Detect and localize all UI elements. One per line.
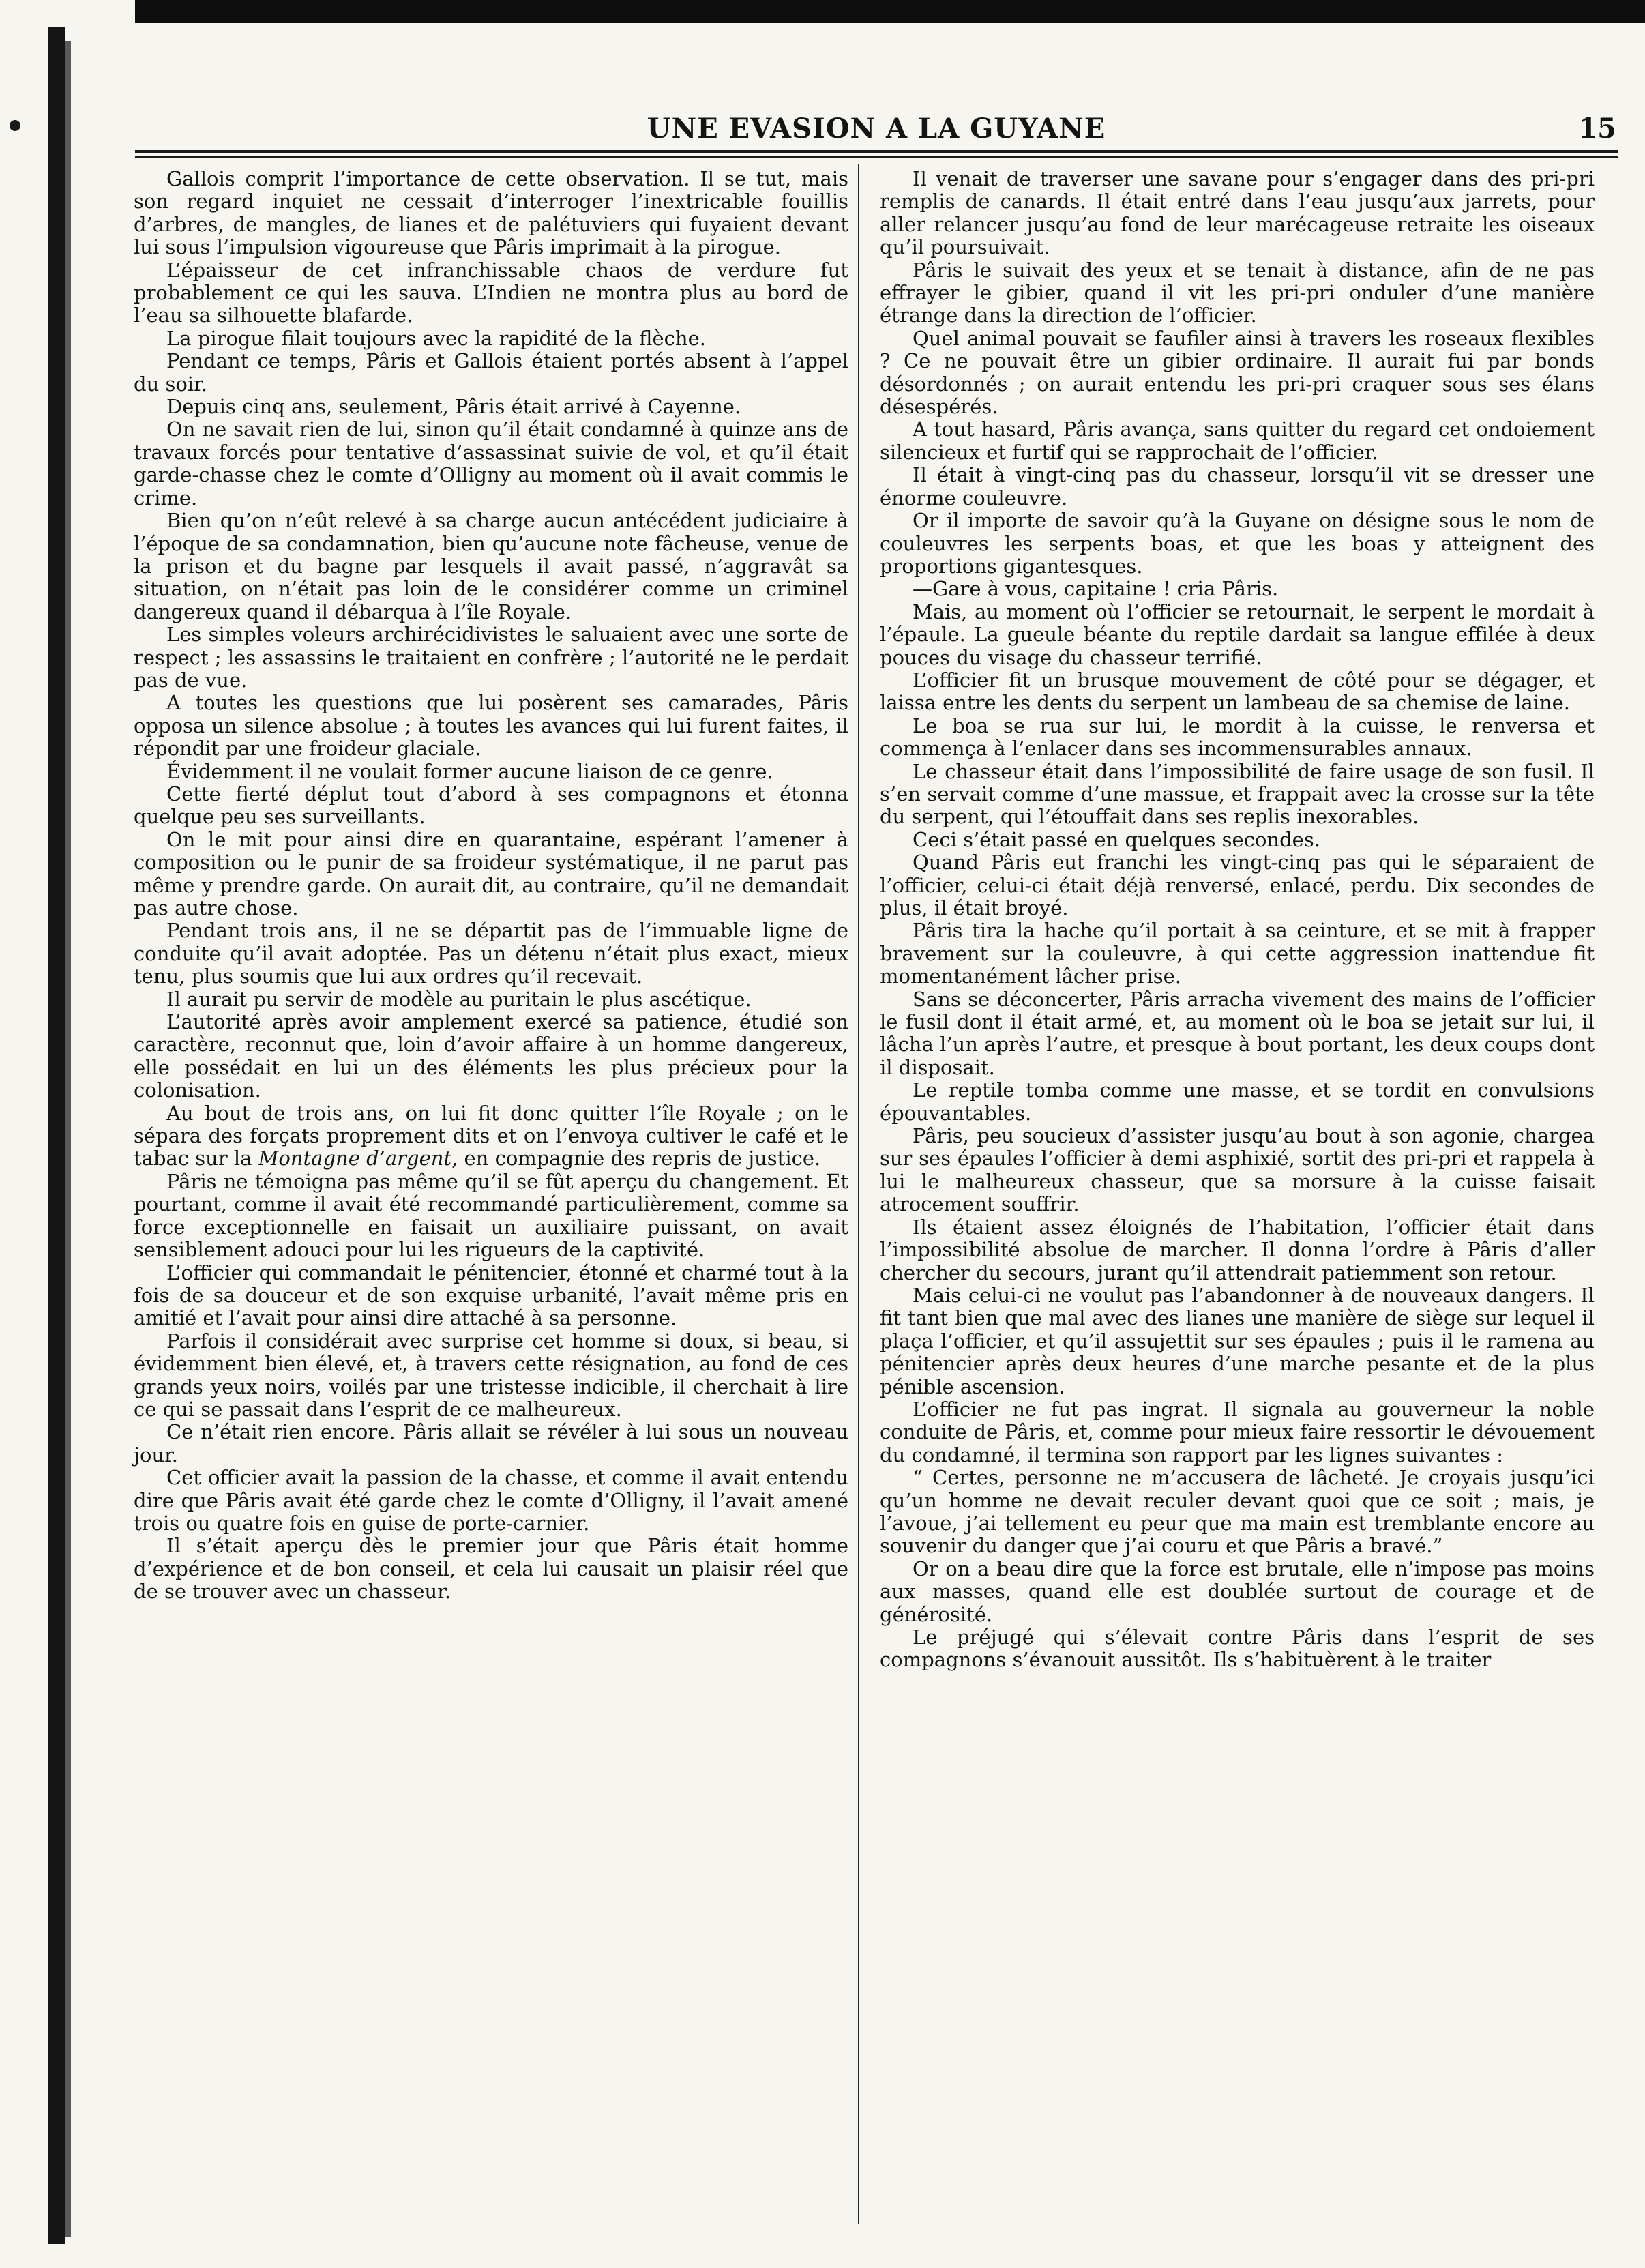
paragraph: Le boa se rua sur lui, le mordit à la cuisse, le renversa et commença à l’enlacer dans ses incommensurables annaux.	[880, 713, 1595, 761]
paragraph: Il était à vingt-cinq pas du chasseur, lorsqu’il vit se dresser une énorme couleuvre.	[880, 463, 1595, 510]
column-divider	[858, 164, 859, 2224]
paragraph: Quand Pâris eut franchi les vingt-cinq pas qui le séparaient de l’officier, celui-ci était déjà renversé, enlacé, perdu. Dix secondes de plus, il était broyé.	[880, 851, 1595, 919]
paragraph: L’officier qui commandait le pénitencier, étonné et charmé tout à la fois de sa douceur et de son exquise urbanité, l’avait même pris en amitié et l’avait pour ainsi dire attaché à sa personne.	[134, 1261, 848, 1330]
paragraph: Parfois il considérait avec surprise cet homme si doux, si beau, si évidemment bien élevé, et, à travers cette résignation, au fond de ces grands yeux noirs, voilés par une tristesse indicible, il cherchait à lire ce qui se passait dans l’esprit de ce malheureux.	[134, 1329, 848, 1421]
paragraph: Bien qu’on n’eût relevé à sa charge aucun antécédent judiciaire à l’époque de sa condamnation, bien qu’aucune note fâcheuse, venue de la prison et du bagne par lesquels il avait passé, n’aggravât sa situation, on n’était pas loin de le considérer comme un criminel dangereux quand il débarqua à l’île Royale.	[134, 509, 848, 623]
header-rule-thick	[135, 150, 1618, 153]
paragraph: Au bout de trois ans, on lui fit donc quitter l’île Royale ; on le sépara des forçats proprement dits et on l’envoya cultiver le café et le tabac sur la Montagne d’argent, en compagnie des repris de justice.	[134, 1101, 848, 1170]
paragraph: Pâris tira la hache qu’il portait à sa ceinture, et se mit à frapper bravement sur la couleuvre, à qui cette aggression inattendue fit momentanément lâcher prise.	[880, 919, 1595, 988]
binding-edge-shadow	[65, 41, 71, 2237]
paragraph: Le chasseur était dans l’impossibilité de faire usage de son fusil. Il s’en servait comme d’une massue, et frappait avec la crosse sur la tête du serpent, qui l’étouffait dans ses replis inexorables.	[880, 759, 1595, 829]
paragraph: Depuis cinq ans, seulement, Pâris était arrivé à Cayenne.	[166, 395, 741, 419]
ink-dot	[10, 120, 20, 131]
paragraph: Le reptile tomba comme une masse, et se tordit en convulsions épouvantables.	[880, 1078, 1595, 1125]
paragraph: Il venait de traverser une savane pour s’engager dans des pri-pri remplis de canards. Il était entré dans l’eau jusqu’aux jarrets, pour aller relancer jusqu’au fond de leur marécageuse retraite les oiseaux qu’il poursuivait.	[880, 167, 1595, 259]
binding-strip	[48, 27, 65, 2244]
paragraph: On ne savait rien de lui, sinon qu’il était condamné à quinze ans de travaux forcés pour tentative d’assassinat suivie de vol, et qu’il était garde-chasse chez le comte d’Olligny au moment où il avait commis le crime.	[134, 417, 848, 510]
paragraph: Pâris ne témoigna pas même qu’il se fût aperçu du changement. Et pourtant, comme il avait été recommandé particulièrement, comme sa force exceptionnelle en faisait un auxiliaire puissant, on avait sensiblement adouci pour lui les rigueurs de la captivité.	[134, 1169, 848, 1262]
paragraph: “ Certes, personne ne m’accusera de lâcheté. Je croyais jusqu’ici qu’un homme ne devait reculer devant quoi que ce soit ; mais, je l’avoue, j’ai tellement eu peur que ma main est tremblante encore au souvenir du danger que j’ai couru et que Pâris a bravé.”	[880, 1466, 1595, 1558]
paragraph: Or il importe de savoir qu’à la Guyane on désigne sous le nom de couleuvres les serpents boas, et que les boas y atteignent des proportions gigantesques.	[880, 509, 1595, 578]
paragraph: L’épaisseur de cet infranchissable chaos de verdure fut probablement ce qui les sauva. L’Indien ne montra plus au bord de l’eau sa silhouette blafarde.	[134, 258, 848, 327]
page-number: 15	[1578, 113, 1616, 145]
top-black-band	[135, 0, 1645, 23]
paragraph: L’officier fit un brusque mouvement de côté pour se dégager, et laissa entre les dents du serpent un lambeau de sa chemise de laine.	[880, 668, 1595, 715]
paragraph: Cette fierté déplut tout d’abord à ses compagnons et étonna quelque peu ses surveillants.	[134, 782, 848, 829]
running-header	[136, 113, 1616, 148]
paragraph: Évidemment il ne voulait former aucune liaison de ce genre.	[166, 759, 773, 783]
paragraph: Quel animal pouvait se faufiler ainsi à travers les roseaux flexibles ? Ce ne pouvait être un gibier ordinaire. Il aurait fui par bonds désordonnés ; on aurait entendu les pri-pri craquer sous ses élans désespérés.	[880, 326, 1595, 419]
paragraph: Gallois comprit l’importance de cette observation. Il se tut, mais son regard inquiet ne cessait d’interroger l’inextricable fouillis d’arbres, de mangles, de lianes et de palétuviers qui fuyaient devant lui sous l’impulsion vigoureuse que Pâris imprimait à la pirogue.	[134, 167, 848, 259]
paragraph: L’officier ne fut pas ingrat. Il signala au gouverneur la noble conduite de Pâris, et, comme pour mieux faire ressortir le dévouement du condamné, il termina son rapport par les lignes suivantes :	[880, 1397, 1595, 1467]
paragraph: —Gare à vous, capitaine ! cria Pâris.	[913, 577, 1279, 601]
page-binding-edge	[0, 0, 82, 2268]
paragraph: Or on a beau dire que la force est brutale, elle n’impose pas moins aux masses, quand elle est doublée surtout de courage et de générosité.	[880, 1557, 1595, 1626]
paragraph: Ce n’était rien encore. Pâris allait se révéler à lui sous un nouveau jour.	[134, 1420, 848, 1467]
paragraph: Pendant ce temps, Pâris et Gallois étaient portés absent à l’appel du soir.	[134, 349, 848, 396]
running-title: UNE EVASION A LA GUYANE	[647, 113, 1106, 145]
paragraph: Pâris, peu soucieux d’assister jusqu’au bout à son agonie, chargea sur ses épaules l’officier à demi asphixié, sortit des pri-pri et rappela à lui le malheureux chasseur, que sa morsure à la cuisse faisait atrocement souffrir.	[880, 1124, 1595, 1216]
paragraph: Pendant trois ans, il ne se départit pas de l’immuable ligne de conduite qu’il avait adoptée. Pas un détenu n’était plus exact, mieux tenu, plus soumis que lui aux ordres qu’il recevait.	[134, 919, 848, 988]
paragraph: Il s’était aperçu dès le premier jour que Pâris était homme d’expérience et de bon conseil, et cela lui causait un plaisir réel que de se trouver avec un chasseur.	[134, 1534, 848, 1604]
paragraph: Le préjugé qui s’élevait contre Pâris dans l’esprit de ses compagnons s’évanouit aussitôt. Ils s’habituèrent à le traiter	[880, 1625, 1595, 1672]
paragraph: A tout hasard, Pâris avança, sans quitter du regard cet ondoiement silencieux et furtif qui se rapprochait de l’officier.	[880, 417, 1595, 464]
paragraph: Ceci s’était passé en quelques secondes.	[913, 827, 1320, 851]
paragraph: La pirogue filait toujours avec la rapidité de la flèche.	[166, 326, 706, 350]
left-column	[134, 168, 848, 1604]
paragraph: On le mit pour ainsi dire en quarantaine, espérant l’amener à composition ou le punir de sa froideur systématique, il ne parut pas même y prendre garde. On aurait dit, au contraire, qu’il ne demandait pas autre chose.	[134, 827, 848, 919]
italic-phrase: Montagne d’argent	[258, 1147, 452, 1170]
paragraph: Sans se déconcerter, Pâris arracha vivement des mains de l’officier le fusil dont il était armé, et, au moment où le boa se jetait sur lui, il lâcha l’un après l’autre, et presque à bout portant, les deux coups dont il disposait.	[880, 987, 1595, 1079]
paragraph: Mais, au moment où l’officier se retournait, le serpent le mordait à l’épaule. La gueule béante du reptile dardait sa langue effilée à deux pouces du visage du chasseur terrifié.	[880, 600, 1595, 669]
right-column	[880, 168, 1595, 1672]
paragraph: A toutes les questions que lui posèrent ses camarades, Pâris opposa un silence absolue ; à toutes les avances qui lui furent faites, il répondit par une froideur glaciale.	[134, 691, 848, 761]
paragraph: Les simples voleurs archirécidivistes le saluaient avec une sorte de respect ; les assassins le traitaient en confrère ; l’autorité ne le perdait pas de vue.	[134, 623, 848, 692]
paragraph: Il aurait pu servir de modèle au puritain le plus ascétique.	[166, 987, 752, 1011]
header-rule-thin	[135, 156, 1618, 158]
paragraph: Cet officier avait la passion de la chasse, et comme il avait entendu dire que Pâris avait été garde chez le comte d’Olligny, il l’avait amené trois ou quatre fois en guise de porte-carnier.	[134, 1466, 848, 1535]
paragraph: Ils étaient assez éloignés de l’habitation, l’officier était dans l’impossibilité absolue de marcher. Il donna l’ordre à Pâris d’aller chercher du secours, jurant qu’il attendrait patiemment son retour.	[880, 1215, 1595, 1284]
paragraph: Mais celui-ci ne voulut pas l’abandonner à de nouveaux dangers. Il fit tant bien que mal avec des lianes une manière de siège sur lequel il plaça l’officier, et qu’il assujettit sur ses épaules ; puis il le ramena au pénitencier après deux heures d’une marche pesante et de la plus pénible ascension.	[880, 1283, 1595, 1398]
paragraph: L’autorité après avoir amplement exercé sa patience, étudié son caractère, reconnut que, loin d’avoir affaire à un homme dangereux, elle possédait en lui un des éléments les plus précieux pour la colonisation.	[134, 1010, 848, 1102]
paragraph: Pâris le suivait des yeux et se tenait à distance, afin de ne pas effrayer le gibier, quand il vit les pri-pri onduler d’une manière étrange dans la direction de l’officier.	[880, 258, 1595, 327]
